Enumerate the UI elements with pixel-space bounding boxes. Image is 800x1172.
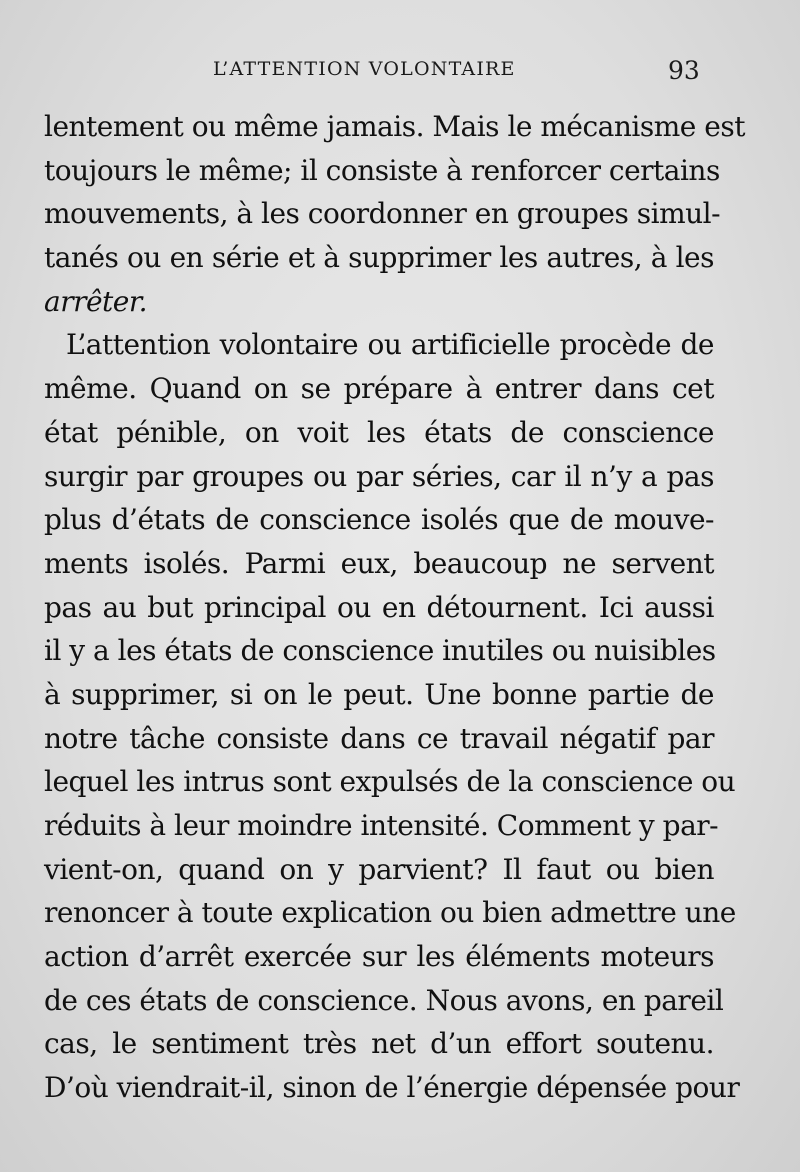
text-line: vient-on, quand on y parvient? Il faut ou bien — [44, 852, 714, 886]
text-line: de ces états de conscience. Nous avons, en pareil — [44, 983, 724, 1017]
text-line: D’où viendrait-il, sinon de l’énergie dépensée pour — [44, 1071, 740, 1105]
page-number: 93 — [668, 56, 700, 85]
paragraph-2 — [44, 323, 740, 1109]
running-title: L’ATTENTION VOLONTAIRE — [213, 58, 516, 80]
text-line: cas, le sentiment très net d’un effort soutenu. — [44, 1027, 714, 1061]
body-text — [44, 105, 745, 1110]
text-line: tanés ou en série et à supprimer les autres, à les — [44, 241, 714, 275]
text-line: état pénible, on voit les états de conscience — [44, 415, 714, 449]
text-line: surgir par groupes ou par séries, car il n’y a pas — [44, 459, 714, 493]
text-line: mouvements, à les coordonner en groupes simul- — [44, 197, 721, 231]
text-line: à supprimer, si on le peut. Une bonne partie de — [44, 677, 714, 711]
text-line: plus d’états de conscience isolés que de mouve- — [44, 503, 714, 537]
text-line: L’attention volontaire ou artificielle procède de — [66, 328, 714, 362]
text-line: réduits à leur moindre intensité. Comment y par- — [44, 809, 719, 842]
text-line: renoncer à toute explication ou bien admettre une — [44, 896, 736, 930]
text-line: pas au but principal ou en détournent. Ici aussi — [44, 590, 714, 624]
paragraph-1 — [44, 105, 745, 323]
text-line: il y a les états de conscience inutiles ou nuisibles — [44, 634, 716, 668]
text-line: action d’arrêt exercée sur les éléments moteurs — [44, 940, 714, 974]
text-line: lequel les intrus sont expulsés de la conscience ou — [44, 765, 736, 799]
running-head — [0, 56, 800, 90]
text-line: notre tâche consiste dans ce travail négatif par — [44, 721, 714, 755]
text-line-italic: arrêter. — [44, 284, 148, 318]
text-line: toujours le même; il consiste à renforcer certains — [44, 153, 720, 187]
text-line: même. Quand on se prépare à entrer dans cet — [44, 372, 714, 406]
text-line: ments isolés. Parmi eux, beaucoup ne servent — [44, 546, 714, 580]
text-line: lentement ou même jamais. Mais le mécanisme est — [44, 110, 745, 143]
